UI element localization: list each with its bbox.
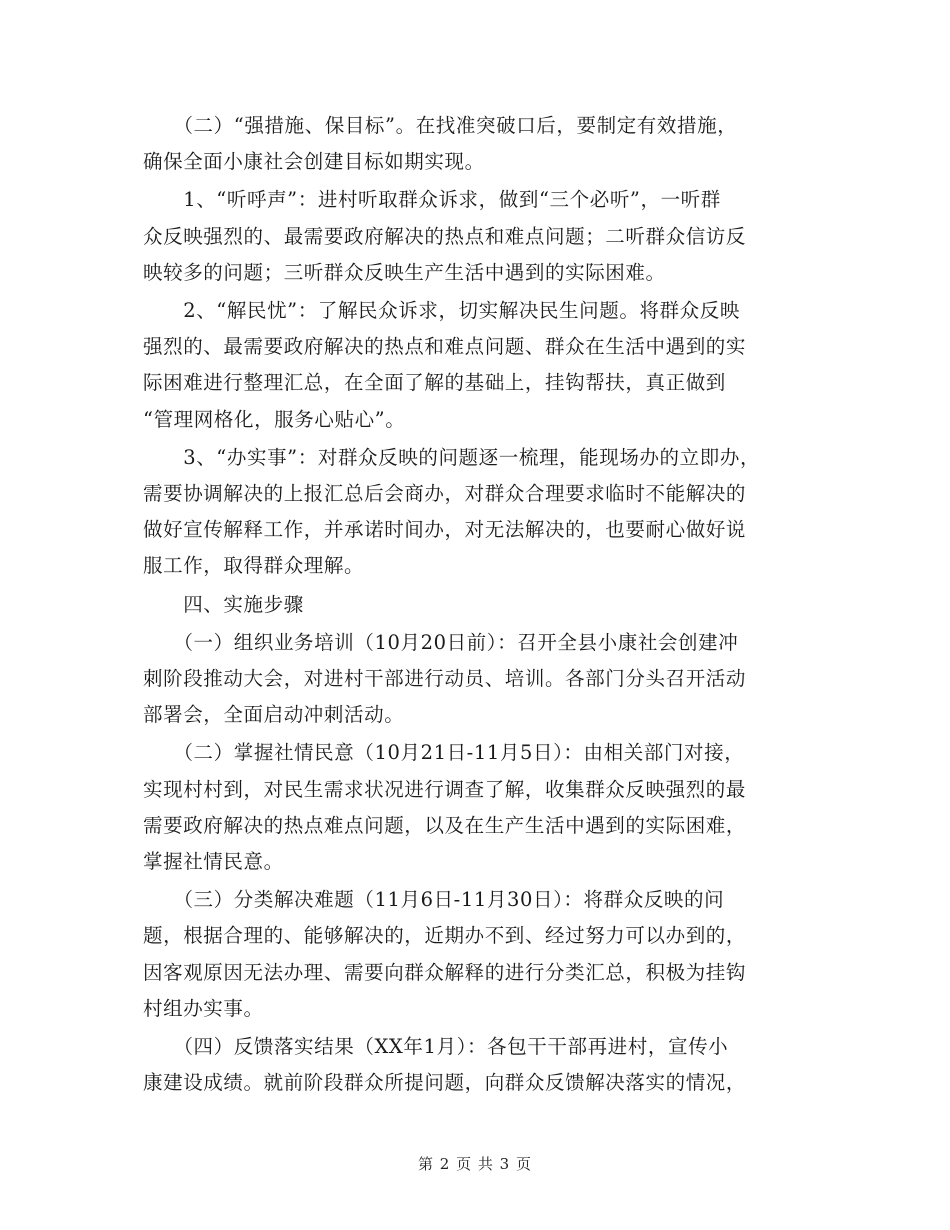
paragraph xyxy=(143,108,818,180)
text-line: 四、实施步骤 xyxy=(143,592,304,616)
text-line: 题，根据合理的、能够解决的，近期办不到、经过努力可以办到的， xyxy=(143,924,747,948)
text-line: 需要政府解决的热点难点问题，以及在生产生活中遇到的实际困难， xyxy=(143,813,747,837)
paragraph xyxy=(143,625,818,734)
section-heading xyxy=(143,587,818,623)
text-line: 2、“解民忧”：了解民众诉求，切实解决民生问题。将群众反映 xyxy=(143,299,740,323)
paragraph xyxy=(143,1029,818,1101)
text-line: 村组办实事。 xyxy=(143,996,264,1020)
text-line: 1、“听呼声”：进村听取群众诉求，做到“三个必听”，一听群 xyxy=(143,188,721,212)
text-line: 服工作，取得群众理解。 xyxy=(143,554,365,578)
text-line: 掌握社情民意。 xyxy=(143,850,284,874)
text-line: 确保全面小康社会创建目标如期实现。 xyxy=(143,150,485,174)
page-number-footer: 第 2 页 共 3 页 xyxy=(418,1155,532,1173)
paragraph xyxy=(143,182,818,291)
text-line: 际困难进行整理汇总，在全面了解的基础上，挂钩帮扶，真正做到 xyxy=(143,371,726,395)
text-line: 实现村村到，对民生需求状况进行调查了解，收集群众反映强烈的最 xyxy=(143,777,747,801)
text-line: 康建设成绩。就前阶段群众所提问题，向群众反馈解决落实的情况， xyxy=(143,1071,747,1095)
text-line: 众反映强烈的、最需要政府解决的热点和难点问题；二听群众信访反 xyxy=(143,224,747,248)
text-line: 强烈的、最需要政府解决的热点和难点问题、群众在生活中遇到的实 xyxy=(143,335,747,359)
paragraph xyxy=(143,735,818,880)
text-line: 刺阶段推动大会，对进村干部进行动员、培训。各部门分头召开活动 xyxy=(143,667,747,691)
paragraph xyxy=(143,440,818,585)
document-body xyxy=(143,108,818,1103)
text-line: （三）分类解决难题（11月6日-11月30日）：将群众反映的问 xyxy=(143,888,725,912)
text-line: 3、“办实事”：对群众反映的问题逐一梳理，能现场办的立即办， xyxy=(143,445,761,469)
text-line: （二）“强措施、保目标”。在找准突破口后，要制定有效措施， xyxy=(143,114,738,137)
text-line: 做好宣传解释工作，并承诺时间办，对无法解决的，也要耐心做好说 xyxy=(143,518,747,542)
text-line: 因客观原因无法办理、需要向群众解释的进行分类汇总，积极为挂钩 xyxy=(143,960,747,984)
paragraph xyxy=(143,293,818,438)
text-line: （四）反馈落实结果（XX年1月）：各包干干部再进村，宣传小 xyxy=(143,1035,729,1059)
text-line: “管理网格化，服务心贴心”。 xyxy=(143,407,406,431)
text-line: （一）组织业务培训（10月20日前）：召开全县小康社会创建冲 xyxy=(143,630,739,654)
text-line: （二）掌握社情民意（10月21日-11月5日）：由相关部门对接， xyxy=(143,741,745,765)
text-line: 映较多的问题；三听群众反映生产生活中遇到的实际困难。 xyxy=(143,260,666,284)
text-line: 需要协调解决的上报汇总后会商办，对群众合理要求临时不能解决的 xyxy=(143,482,747,506)
text-line: 部署会，全面启动冲刺活动。 xyxy=(143,703,405,727)
paragraph xyxy=(143,882,818,1027)
